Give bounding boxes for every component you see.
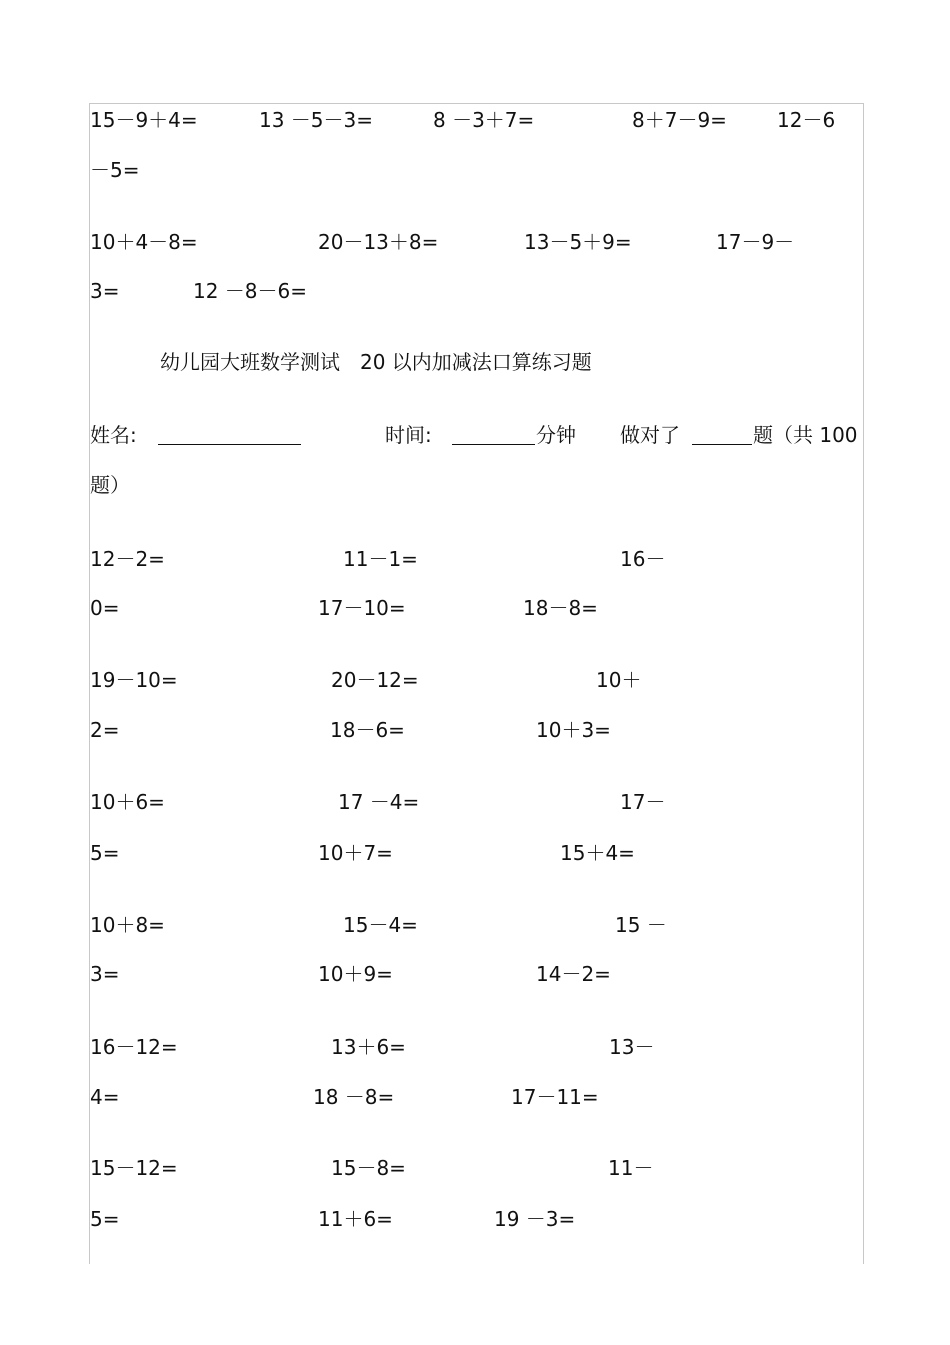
problem: 16－ <box>620 547 666 571</box>
time-blank[interactable] <box>452 444 535 445</box>
problem: 5= <box>90 841 120 865</box>
problem: 13－5＋9= <box>524 230 632 254</box>
problem: 20－13＋8= <box>318 230 439 254</box>
problem: 8＋7－9= <box>632 108 727 132</box>
problem: 15＋4= <box>560 841 635 865</box>
problem: 11－ <box>608 1156 654 1180</box>
problem: 14－2= <box>536 962 611 986</box>
problem: 10＋9= <box>318 962 393 986</box>
problem: －5= <box>90 158 140 182</box>
page-border <box>89 103 864 1264</box>
problem: 16－12= <box>90 1035 178 1059</box>
minutes-label: 分钟 <box>536 423 576 447</box>
problem: 20－12= <box>331 668 419 692</box>
problem: 19 －3= <box>494 1207 576 1231</box>
problem: 15－12= <box>90 1156 178 1180</box>
problem: 3= <box>90 279 120 303</box>
problem: 4= <box>90 1085 120 1109</box>
problem: 13＋6= <box>331 1035 406 1059</box>
total-label: 题（共 100 <box>753 423 858 447</box>
problem: 15 － <box>615 913 667 937</box>
problem: 10＋8= <box>90 913 165 937</box>
problem: 12－2= <box>90 547 165 571</box>
problem: 18－6= <box>330 718 405 742</box>
problem: 17－ <box>620 790 666 814</box>
problem: 3= <box>90 962 120 986</box>
problem: 11＋6= <box>318 1207 393 1231</box>
problem: 10＋6= <box>90 790 165 814</box>
page-title: 幼儿园大班数学测试 20 以内加减法口算练习题 <box>160 350 592 374</box>
name-blank[interactable] <box>158 444 301 445</box>
problem: 5= <box>90 1207 120 1231</box>
problem: 15－4= <box>343 913 418 937</box>
problem: 18－8= <box>523 596 598 620</box>
problem: 10＋3= <box>536 718 611 742</box>
problem: 17－11= <box>511 1085 599 1109</box>
problem: 13 －5－3= <box>259 108 374 132</box>
problem: 11－1= <box>343 547 418 571</box>
problem: 10＋7= <box>318 841 393 865</box>
problem: 15－9＋4= <box>90 108 198 132</box>
problem: 10＋ <box>596 668 642 692</box>
correct-blank[interactable] <box>692 444 752 445</box>
problem: 13－ <box>609 1035 655 1059</box>
problem: 2= <box>90 718 120 742</box>
problem: 8 －3＋7= <box>433 108 535 132</box>
problem: 12 －8－6= <box>193 279 308 303</box>
problem: 12－6 <box>777 108 836 132</box>
problem: 17－9－ <box>716 230 795 254</box>
problem: 15－8= <box>331 1156 406 1180</box>
problem: 17－10= <box>318 596 406 620</box>
problem: 17 －4= <box>338 790 420 814</box>
correct-label: 做对了 <box>620 423 680 447</box>
problem: 18 －8= <box>313 1085 395 1109</box>
total-label-cont: 题） <box>90 473 130 497</box>
problem: 19－10= <box>90 668 178 692</box>
problem: 0= <box>90 596 120 620</box>
problem: 10＋4－8= <box>90 230 198 254</box>
time-label: 时间: <box>385 423 432 447</box>
name-label: 姓名: <box>90 423 137 447</box>
